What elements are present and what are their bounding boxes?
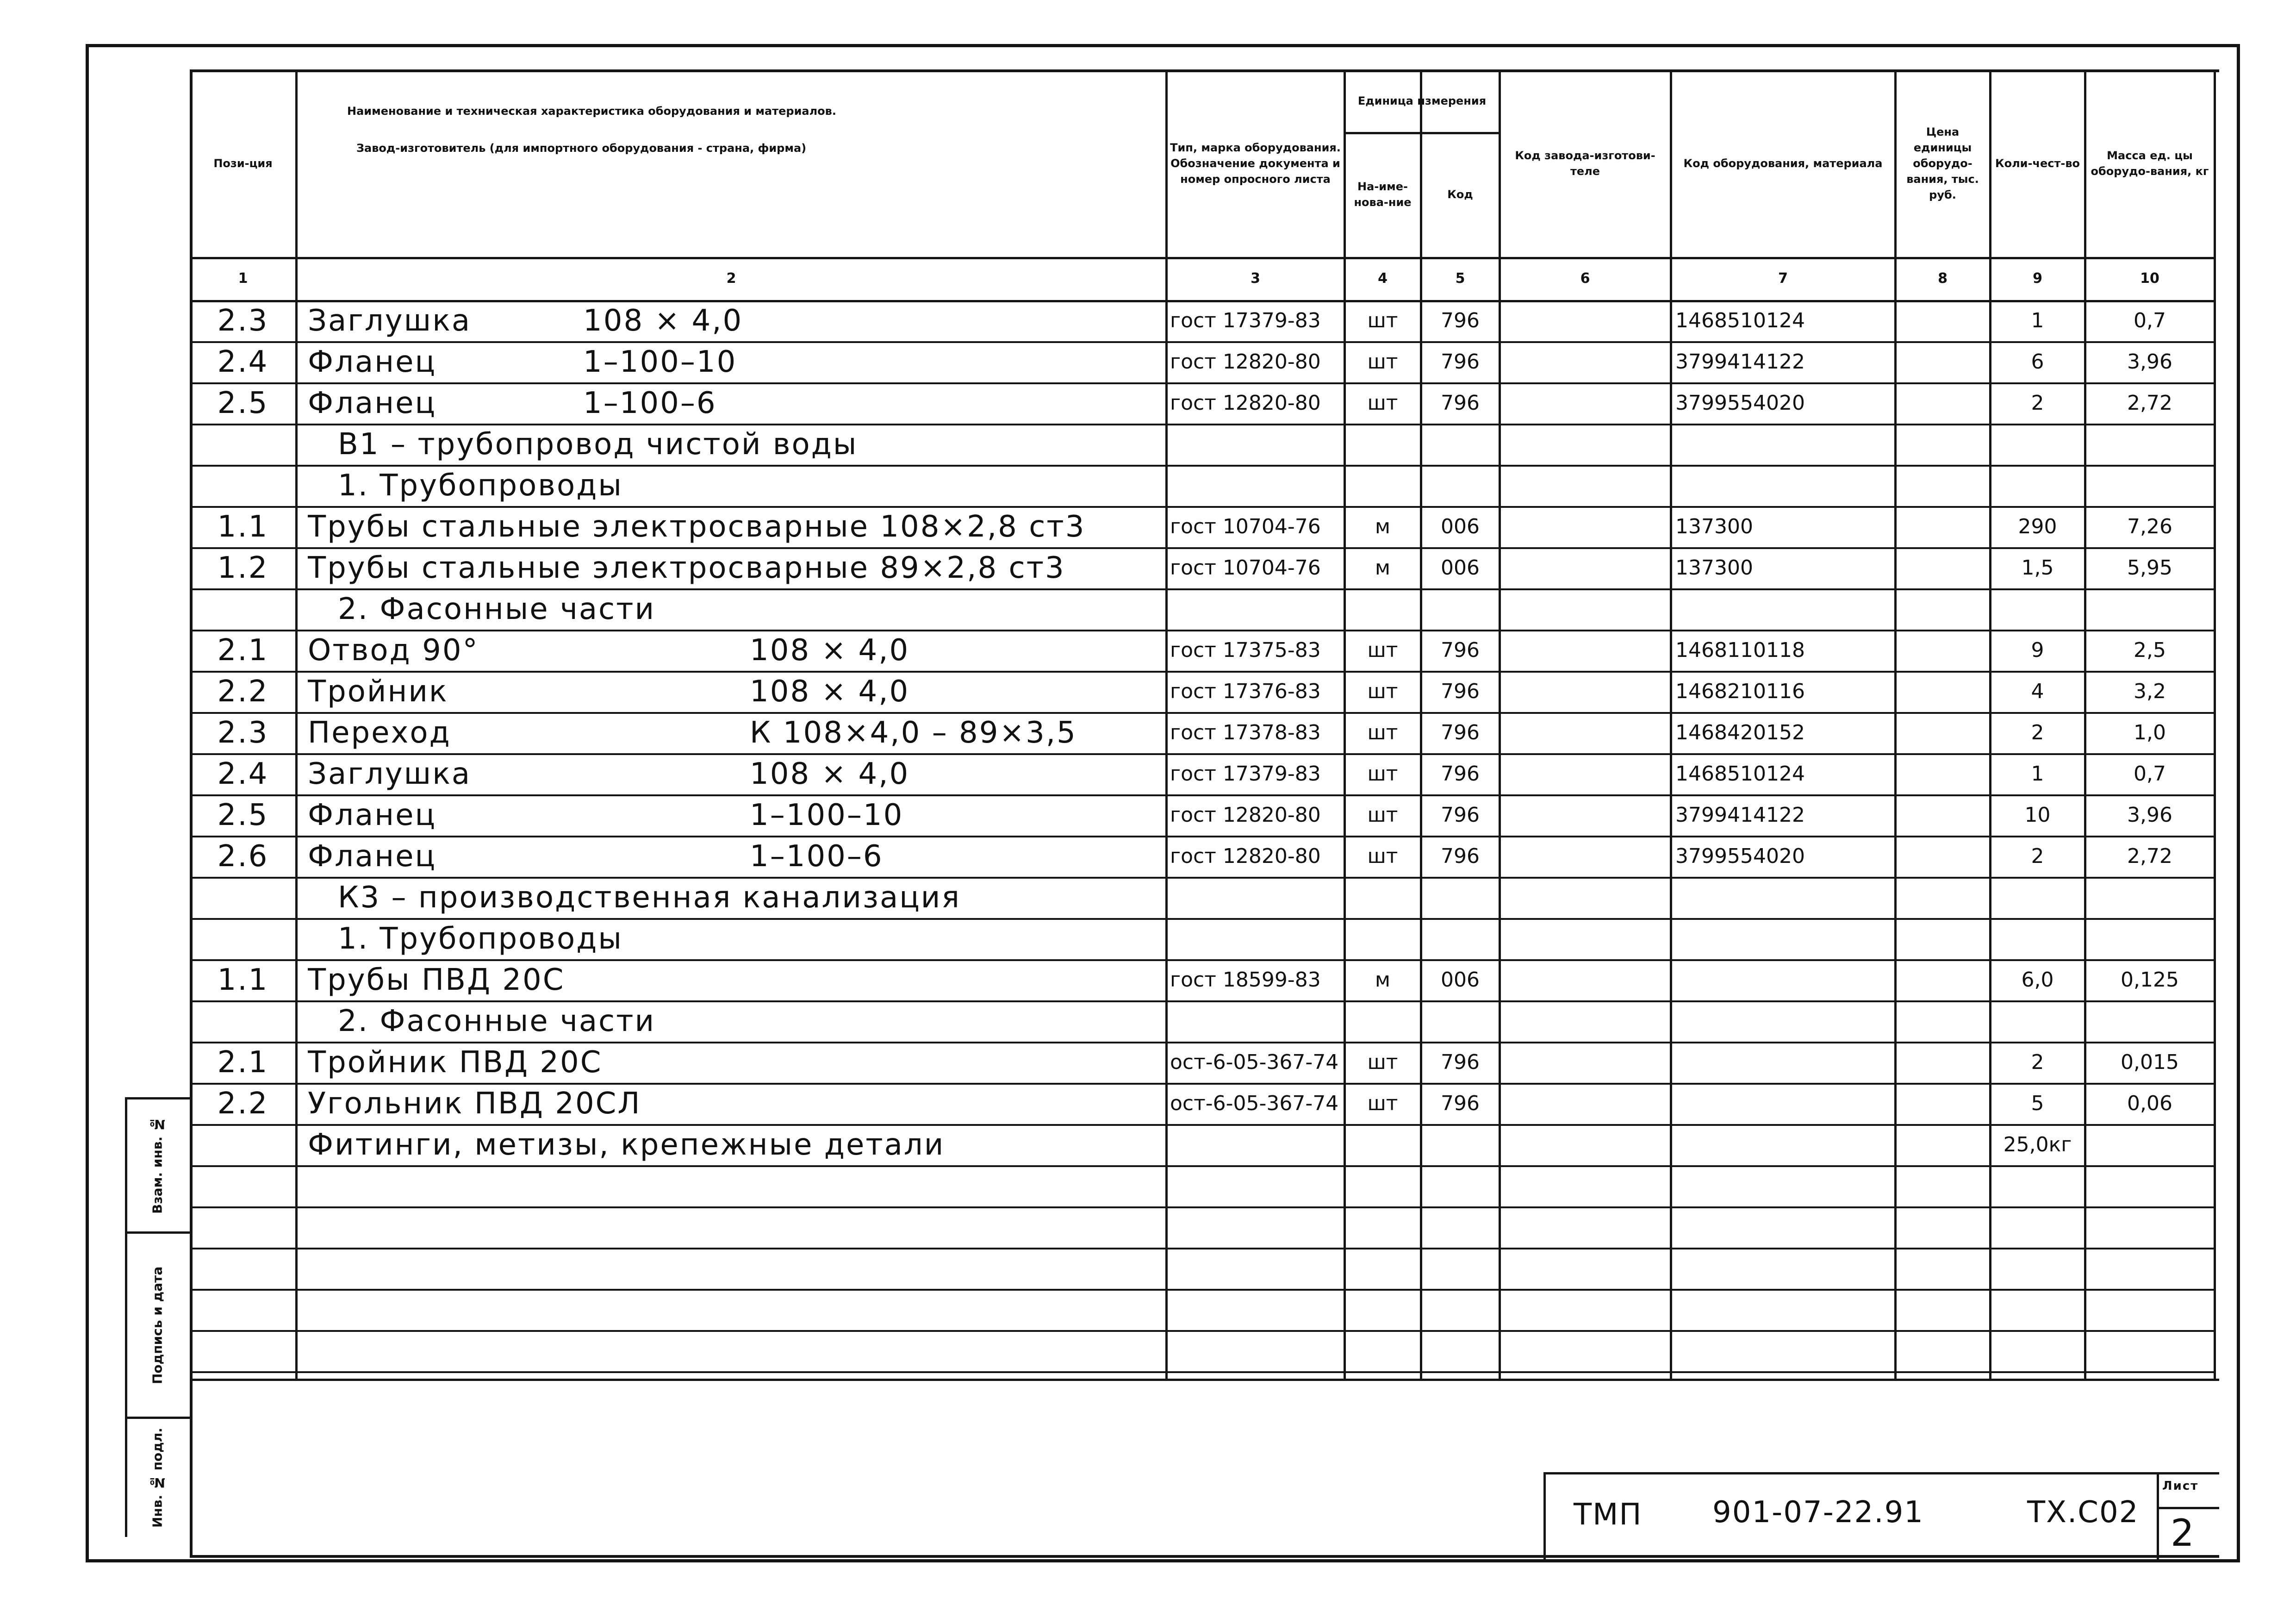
- cell-material-code: 3799554020: [1675, 391, 1805, 415]
- header-name-line1: Наименование и техническая характеристика оборудования и материалов.: [347, 105, 836, 118]
- cell-name: Трубы стальные электросварные 89×2,8 ст3: [308, 550, 1065, 585]
- cell-unit: м: [1375, 515, 1391, 538]
- cell-quantity: [1990, 424, 2085, 465]
- column-number: 8: [1938, 270, 1948, 287]
- header-plant-code: Код завода-изготови-теле: [1515, 149, 1655, 178]
- stamp-sheet-label: Лист: [2162, 1479, 2199, 1493]
- cell-position: 1.2: [217, 550, 269, 585]
- stamp-edge: [1543, 1472, 1546, 1560]
- row-divider: [190, 1248, 2215, 1249]
- cell-document: гост 10704-76: [1170, 515, 1321, 538]
- cell-unit: м: [1375, 968, 1391, 992]
- cell-position: 2.3: [217, 303, 269, 338]
- stamp-sheet-code: ТХ.С02: [2027, 1495, 2139, 1530]
- column-number: 3: [1251, 270, 1260, 287]
- cell-unit-code: 796: [1441, 1050, 1480, 1074]
- column-number: 9: [2033, 270, 2042, 287]
- cell-document: гост 17379-83: [1170, 309, 1321, 332]
- column-number: 7: [1778, 270, 1788, 287]
- cell-unit: [1344, 424, 1421, 465]
- cell-mass: 7,26: [2127, 515, 2172, 538]
- stamp-project: 901-07-22.91: [1712, 1495, 1924, 1530]
- cell-material-code: [1675, 959, 1893, 1000]
- cell-material-code: 3799414122: [1675, 803, 1805, 827]
- cell-unit: шт: [1367, 762, 1398, 786]
- cell-unit-code: 796: [1441, 721, 1480, 744]
- cell-position: 2.1: [217, 1045, 269, 1080]
- cell-mass: [2085, 424, 2215, 465]
- cell-mass: 0,125: [2121, 968, 2179, 992]
- cell-name: Заглушка: [308, 756, 472, 791]
- cell-unit-code: [1421, 918, 1500, 959]
- cell-position: [190, 465, 296, 506]
- cell-quantity: 25,0кг: [2003, 1133, 2072, 1156]
- cell-unit: м: [1375, 556, 1391, 580]
- cell-quantity: 2: [2031, 1050, 2044, 1074]
- cell-material-code: [1675, 1000, 1893, 1042]
- cell-unit: шт: [1367, 638, 1398, 662]
- cell-unit: шт: [1367, 844, 1398, 868]
- cell-position: 2.4: [217, 756, 269, 791]
- cell-position: 2.2: [217, 674, 269, 709]
- cell-quantity: [1990, 1000, 2085, 1042]
- stamp-org: ТМП: [1574, 1498, 1643, 1532]
- cell-material-code: 1468420152: [1675, 721, 1805, 744]
- cell-spec: 108 × 4,0: [750, 756, 910, 791]
- header-unit: Единица измерения: [1357, 94, 1487, 107]
- cell-document: [1170, 424, 1343, 465]
- row-divider: [190, 1165, 2215, 1167]
- cell-quantity: 9: [2031, 638, 2044, 662]
- cell-mass: 0,015: [2121, 1050, 2179, 1074]
- cell-position: 2.1: [217, 633, 269, 668]
- cell-unit: шт: [1367, 391, 1398, 415]
- cell-name: Фланец: [308, 798, 436, 832]
- cell-name: Заглушка: [308, 303, 472, 338]
- cell-position: [190, 588, 296, 630]
- cell-unit: [1344, 1124, 1421, 1165]
- cell-name: Фитинги, метизы, крепежные детали: [308, 1127, 945, 1162]
- cell-section-title: 1. Трубопроводы: [338, 468, 623, 503]
- cell-document: гост 10704-76: [1170, 556, 1321, 580]
- stamp-sheet-line: [2157, 1507, 2219, 1509]
- column-number: 2: [726, 270, 736, 287]
- cell-unit-code: 796: [1441, 1092, 1480, 1115]
- cell-name: Переход: [308, 715, 451, 750]
- cell-quantity: [1990, 465, 2085, 506]
- cell-unit: [1344, 588, 1421, 630]
- cell-material-code: 137300: [1675, 556, 1753, 580]
- cell-document: гост 12820-80: [1170, 844, 1321, 868]
- cell-name: Угольник ПВД 20СЛ: [308, 1086, 641, 1121]
- cell-spec: 108 × 4,0: [583, 303, 743, 338]
- cell-position: [190, 424, 296, 465]
- cell-material-code: 1468210116: [1675, 680, 1805, 703]
- cell-material-code: 1468110118: [1675, 638, 1805, 662]
- cell-position: 1.1: [217, 962, 269, 997]
- cell-name: Трубы ПВД 20С: [308, 962, 565, 997]
- cell-section-title: 2. Фасонные части: [338, 1004, 656, 1038]
- cell-quantity: [1990, 918, 2085, 959]
- cell-material-code: [1675, 877, 1893, 918]
- cell-material-code: [1675, 1042, 1893, 1083]
- cell-mass: [2085, 1124, 2215, 1165]
- cell-quantity: [1990, 877, 2085, 918]
- cell-unit: [1344, 918, 1421, 959]
- cell-document: [1170, 588, 1343, 630]
- cell-unit-code: [1421, 588, 1500, 630]
- cell-unit: [1344, 877, 1421, 918]
- cell-quantity: 6: [2031, 350, 2044, 374]
- row-divider: [190, 1206, 2215, 1208]
- cell-quantity: 290: [2018, 515, 2057, 538]
- cell-position: [190, 877, 296, 918]
- header-unit-name: На-име-нова-ние: [1354, 180, 1412, 209]
- cell-spec: 1–100–10: [750, 798, 904, 832]
- cell-material-code: [1675, 424, 1893, 465]
- cell-mass: [2085, 588, 2215, 630]
- cell-spec: К 108×4,0 – 89×3,5: [750, 715, 1077, 750]
- cell-spec: 1–100–6: [750, 839, 884, 874]
- cell-position: 2.3: [217, 715, 269, 750]
- cell-material-code: [1675, 918, 1893, 959]
- cell-unit-code: 796: [1441, 391, 1480, 415]
- cell-material-code: [1675, 1083, 1893, 1124]
- cell-unit-code: 796: [1441, 350, 1480, 374]
- cell-section-title: 1. Трубопроводы: [338, 921, 623, 956]
- cell-unit-code: [1421, 1124, 1500, 1165]
- cell-material-code: [1675, 1124, 1893, 1165]
- cell-mass: 3,96: [2127, 803, 2172, 827]
- cell-mass: 0,06: [2127, 1092, 2172, 1115]
- cell-unit-code: [1421, 465, 1500, 506]
- cell-mass: 2,72: [2127, 844, 2172, 868]
- cell-position: [190, 918, 296, 959]
- cell-unit: шт: [1367, 309, 1398, 332]
- cell-mass: [2085, 465, 2215, 506]
- cell-unit-code: 006: [1441, 515, 1480, 538]
- header-type: Тип, марка оборудования. Обозначение документа и номер опросного листа: [1170, 141, 1341, 186]
- column-number: 10: [2140, 270, 2159, 287]
- cell-unit: шт: [1367, 803, 1398, 827]
- cell-quantity: 1,5: [2021, 556, 2054, 580]
- cell-unit-code: [1421, 424, 1500, 465]
- cell-quantity: [1990, 588, 2085, 630]
- cell-document: гост 17378-83: [1170, 721, 1321, 744]
- cell-section-title: К3 – производственная канализация: [338, 880, 961, 915]
- cell-document: гост 17376-83: [1170, 680, 1321, 703]
- cell-document: ост-6-05-367-74: [1170, 1092, 1339, 1115]
- cell-unit: шт: [1367, 721, 1398, 744]
- cell-material-code: 1468510124: [1675, 762, 1805, 786]
- cell-document: гост 17379-83: [1170, 762, 1321, 786]
- cell-unit-code: 796: [1441, 803, 1480, 827]
- header-unit-code: Код: [1447, 188, 1473, 201]
- cell-unit-code: 796: [1441, 844, 1480, 868]
- cell-unit: шт: [1367, 350, 1398, 374]
- cell-mass: 2,5: [2134, 638, 2166, 662]
- cell-quantity: 10: [2024, 803, 2051, 827]
- cell-unit: шт: [1367, 1050, 1398, 1074]
- row-divider: [190, 1371, 2215, 1373]
- cell-name: Фланец: [308, 839, 436, 874]
- cell-unit-code: 796: [1441, 638, 1480, 662]
- table-bottom-line: [190, 1379, 2219, 1381]
- cell-document: [1170, 1000, 1343, 1042]
- stamp-sheet-divider: [2157, 1472, 2159, 1560]
- column-number: 4: [1378, 270, 1388, 287]
- cell-material-code: 3799414122: [1675, 350, 1805, 374]
- cell-position: 2.5: [217, 386, 269, 420]
- cell-section-title: В1 – трубопровод чистой воды: [338, 427, 858, 462]
- cell-mass: [2085, 877, 2215, 918]
- column-number: 1: [238, 270, 248, 287]
- cell-name: Фланец: [308, 386, 436, 420]
- side-label-inv-orig: Инв. № подл.: [149, 1428, 165, 1528]
- header-quantity: Коли-чест-во: [1995, 156, 2080, 170]
- cell-name: Трубы стальные электросварные 108×2,8 ст3: [308, 509, 1086, 544]
- header-material-code: Код оборудования, материала: [1683, 156, 1883, 170]
- cell-unit-code: [1421, 1000, 1500, 1042]
- cell-spec: 1–100–6: [583, 386, 717, 420]
- cell-document: [1170, 465, 1343, 506]
- cell-spec: 108 × 4,0: [750, 674, 910, 709]
- stamp-sheet-number: 2: [2171, 1512, 2195, 1555]
- cell-spec: 1–100–10: [583, 344, 737, 379]
- cell-unit: [1344, 1000, 1421, 1042]
- cell-name: Отвод 90°: [308, 633, 479, 668]
- cell-unit: шт: [1367, 1092, 1398, 1115]
- cell-quantity: 5: [2031, 1092, 2044, 1115]
- cell-position: 2.6: [217, 839, 269, 874]
- cell-mass: 0,7: [2134, 309, 2166, 332]
- cell-document: гост 12820-80: [1170, 350, 1321, 374]
- header-name-line2: Завод-изготовитель (для импортного оборудования - страна, фирма): [356, 142, 807, 155]
- cell-unit-code: 006: [1441, 556, 1480, 580]
- cell-quantity: 2: [2031, 721, 2044, 744]
- cell-unit: шт: [1367, 680, 1398, 703]
- stamp-top: [1543, 1472, 2219, 1474]
- side-label-inv: Взам. инв. №: [149, 1117, 165, 1214]
- cell-mass: 3,96: [2127, 350, 2172, 374]
- cell-quantity: 2: [2031, 391, 2044, 415]
- cell-document: гост 18599-83: [1170, 968, 1321, 992]
- cell-quantity: 2: [2031, 844, 2044, 868]
- cell-mass: 0,7: [2134, 762, 2166, 786]
- cell-section-title: 2. Фасонные части: [338, 592, 656, 626]
- cell-unit-code: 796: [1441, 762, 1480, 786]
- cell-material-code: 137300: [1675, 515, 1753, 538]
- cell-position: 2.4: [217, 344, 269, 379]
- side-label-sign: Подпись и дата: [149, 1266, 165, 1384]
- cell-unit-code: [1421, 877, 1500, 918]
- cell-position: 1.1: [217, 509, 269, 544]
- cell-position: 2.2: [217, 1086, 269, 1121]
- row-divider: [190, 1330, 2215, 1332]
- cell-mass: [2085, 918, 2215, 959]
- cell-unit: [1344, 465, 1421, 506]
- header-mass: Масса ед. цы оборудо-вания, кг: [2091, 149, 2209, 178]
- header-position: Пози-ция: [213, 156, 273, 170]
- cell-quantity: 4: [2031, 680, 2044, 703]
- column-number: 6: [1580, 270, 1590, 287]
- row-divider: [190, 1289, 2215, 1291]
- cell-material-code: 3799554020: [1675, 844, 1805, 868]
- cell-mass: [2085, 1000, 2215, 1042]
- cell-name: Тройник ПВД 20С: [308, 1045, 603, 1080]
- cell-material-code: [1675, 588, 1893, 630]
- cell-quantity: 6,0: [2021, 968, 2054, 992]
- cell-material-code: [1675, 465, 1893, 506]
- cell-unit-code: 006: [1441, 968, 1480, 992]
- cell-material-code: 1468510124: [1675, 309, 1805, 332]
- cell-document: гост 12820-80: [1170, 803, 1321, 827]
- cell-mass: 2,72: [2127, 391, 2172, 415]
- cell-document: ост-6-05-367-74: [1170, 1050, 1339, 1074]
- cell-unit-code: 796: [1441, 309, 1480, 332]
- cell-position: [190, 1000, 296, 1042]
- cell-mass: 3,2: [2134, 680, 2166, 703]
- cell-name: Тройник: [308, 674, 448, 709]
- cell-quantity: 1: [2031, 309, 2044, 332]
- column-number: 5: [1455, 270, 1465, 287]
- cell-document: [1170, 1124, 1343, 1165]
- cell-document: [1170, 918, 1343, 959]
- cell-document: гост 12820-80: [1170, 391, 1321, 415]
- cell-document: [1170, 877, 1343, 918]
- cell-spec: 108 × 4,0: [750, 633, 910, 668]
- cell-name: Фланец: [308, 344, 436, 379]
- cell-document: гост 17375-83: [1170, 638, 1321, 662]
- cell-mass: 5,95: [2127, 556, 2172, 580]
- cell-unit-code: 796: [1441, 680, 1480, 703]
- cell-mass: 1,0: [2134, 721, 2166, 744]
- cell-position: [190, 1124, 296, 1165]
- cell-quantity: 1: [2031, 762, 2044, 786]
- header-price: Цена единицы оборудо-вания, тыс. руб.: [1906, 125, 1979, 201]
- cell-position: 2.5: [217, 798, 269, 832]
